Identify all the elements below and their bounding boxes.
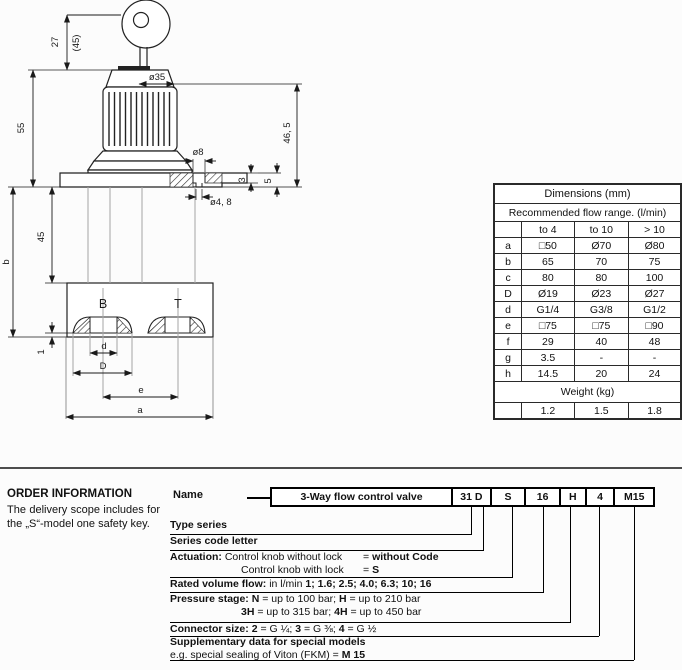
dim-label-D: D bbox=[99, 361, 107, 372]
row-label: a bbox=[494, 238, 522, 254]
spec-text: Control knob without lock bbox=[224, 551, 343, 563]
dim-label-b: b bbox=[1, 259, 12, 265]
table-cell: - bbox=[629, 350, 681, 366]
row-label: c bbox=[494, 270, 522, 286]
port-label-b: B bbox=[98, 297, 108, 311]
column-header: to 10 bbox=[574, 222, 628, 238]
section-hatch bbox=[205, 173, 222, 183]
leader-line-connector bbox=[599, 507, 600, 636]
spec-connector-size: Connector size: 2 = G ¼; 3 = G ⅜; 4 = G ½ bbox=[170, 623, 599, 637]
table-row bbox=[494, 350, 681, 366]
table-title: Dimensions (mm) bbox=[494, 184, 681, 204]
table-cell: Ø70 bbox=[574, 238, 628, 254]
table-cell: 29 bbox=[522, 334, 574, 350]
spec-label: Rated volume flow: bbox=[170, 578, 267, 590]
dim-label-3: 3 bbox=[237, 177, 248, 183]
dim-label-dia8: ø8 bbox=[192, 147, 204, 158]
spec-label: Type series bbox=[170, 519, 228, 531]
table-cell: Ø80 bbox=[629, 238, 681, 254]
spec-label: Actuation: bbox=[170, 551, 222, 563]
section-hatch bbox=[170, 173, 193, 187]
spec-pressure-stage: Pressure stage: N = up to 100 bar; H = up to 210 bar 3H = up to 315 bar; 4H = up to 450 bar bbox=[170, 593, 570, 623]
row-label: b bbox=[494, 254, 522, 270]
name-connector-line bbox=[247, 497, 270, 499]
dim-label-27: 27 bbox=[50, 36, 61, 48]
table-row bbox=[494, 254, 681, 270]
spec-text: e.g. special sealing of Viton (FKM) = bbox=[170, 649, 339, 661]
code-box-actuation: S bbox=[492, 489, 527, 505]
weight-label: Weight (kg) bbox=[494, 382, 681, 403]
spec-label: Connector size: bbox=[170, 623, 249, 635]
name-label: Name bbox=[173, 489, 203, 501]
table-cell: 20 bbox=[574, 366, 628, 382]
table-cell: Ø23 bbox=[574, 286, 628, 302]
table-cell: G1/4 bbox=[522, 302, 574, 318]
table-cell: 70 bbox=[574, 254, 628, 270]
table-cell: 75 bbox=[629, 254, 681, 270]
code-box-supplementary: M15 bbox=[623, 491, 645, 503]
table-row bbox=[494, 334, 681, 350]
table-cell: □75 bbox=[574, 318, 628, 334]
table-cell: G3/8 bbox=[574, 302, 628, 318]
leader-line-type-series bbox=[471, 507, 472, 535]
spec-value: M 15 bbox=[341, 649, 366, 661]
dim-label-dia35: ø35 bbox=[148, 72, 166, 83]
table-cell: 24 bbox=[629, 366, 681, 382]
dim-label-d: d bbox=[101, 341, 107, 352]
spec-value: = without Code bbox=[363, 551, 439, 563]
dim-label-a: a bbox=[137, 405, 143, 416]
table-cell: 100 bbox=[629, 270, 681, 286]
table-row bbox=[494, 270, 681, 286]
table-row bbox=[494, 238, 681, 254]
table-cell: 80 bbox=[522, 270, 574, 286]
safety-key-symbol bbox=[118, 0, 170, 71]
spec-value: 1; 1.6; 2.5; 4.0; 6.3; 10; 16 bbox=[305, 578, 432, 590]
leader-line-pressure bbox=[570, 507, 571, 623]
code-box-connector: 4 bbox=[587, 489, 616, 505]
leader-line-supplementary bbox=[634, 507, 635, 660]
empty-cell bbox=[494, 403, 522, 420]
leader-line-actuation bbox=[512, 507, 513, 578]
code-box-flow: 16 bbox=[526, 489, 561, 505]
table-cell: G1/2 bbox=[629, 302, 681, 318]
spec-series-code-letter bbox=[170, 535, 483, 551]
dim-label-55: 55 bbox=[16, 122, 27, 134]
mounting-flange bbox=[60, 173, 247, 187]
column-header-row bbox=[494, 222, 681, 238]
table-cell: 80 bbox=[574, 270, 628, 286]
control-knob bbox=[28, 70, 192, 173]
dim-label-45: 45 bbox=[36, 231, 47, 243]
dim-label-46-5: 46, 5 bbox=[282, 122, 293, 144]
spec-supplementary bbox=[170, 636, 634, 661]
spec-label: Series code letter bbox=[170, 535, 258, 547]
row-label: e bbox=[494, 318, 522, 334]
table-cell: 48 bbox=[629, 334, 681, 350]
table-subtitle: Recommended flow range. (l/min) bbox=[494, 204, 681, 222]
spec-value: = S bbox=[363, 564, 380, 576]
spec-text: in l/min bbox=[269, 578, 303, 590]
table-cell: □50 bbox=[522, 238, 574, 254]
spec-rated-volume-flow bbox=[170, 578, 543, 593]
table-cell: □75 bbox=[522, 318, 574, 334]
column-header: > 10 bbox=[629, 222, 681, 238]
column-header: to 4 bbox=[522, 222, 574, 238]
weight-value: 1.8 bbox=[629, 403, 681, 420]
dim-label-5: 5 bbox=[263, 178, 274, 184]
table-cell: - bbox=[574, 350, 628, 366]
port-t bbox=[148, 317, 205, 333]
table-cell: □90 bbox=[629, 318, 681, 334]
table-cell: 3.5 bbox=[522, 350, 574, 366]
code-box-name: 3-Way flow control valve bbox=[272, 489, 453, 505]
table-row bbox=[494, 286, 681, 302]
spec-label: Pressure stage: bbox=[170, 593, 249, 605]
row-label: g bbox=[494, 350, 522, 366]
spec-actuation bbox=[170, 551, 512, 578]
weight-value: 1.5 bbox=[574, 403, 628, 420]
type-code-boxes bbox=[270, 487, 655, 507]
order-information-section bbox=[0, 470, 682, 670]
section-divider bbox=[0, 467, 682, 469]
table-row bbox=[494, 318, 681, 334]
dim-label-dia4-8: ø4, 8 bbox=[210, 197, 232, 208]
leader-line-flow bbox=[543, 507, 544, 593]
port-label-t: T bbox=[174, 297, 182, 311]
valve-drawing bbox=[0, 0, 340, 440]
spec-label: Supplementary data for special models bbox=[170, 636, 366, 648]
table-row bbox=[494, 302, 681, 318]
order-note: The delivery scope includes for the „S“-model one safety key. bbox=[7, 504, 160, 530]
code-box-pressure: H bbox=[561, 489, 587, 505]
dim-label-e: e bbox=[138, 385, 144, 396]
code-box-series: 31 D bbox=[453, 489, 492, 505]
table-row bbox=[494, 366, 681, 382]
weight-value: 1.2 bbox=[522, 403, 574, 420]
table-cell: Ø19 bbox=[522, 286, 574, 302]
row-label: D bbox=[494, 286, 522, 302]
dim-label-1: 1 bbox=[36, 349, 47, 355]
spec-type-series bbox=[170, 519, 471, 535]
empty-cell bbox=[494, 222, 522, 238]
row-label: d bbox=[494, 302, 522, 318]
order-heading: ORDER INFORMATION bbox=[7, 488, 133, 500]
table-cell: 14.5 bbox=[522, 366, 574, 382]
spec-text: Control knob with lock bbox=[241, 564, 344, 576]
row-label: h bbox=[494, 366, 522, 382]
table-cell: 65 bbox=[522, 254, 574, 270]
table-cell: Ø27 bbox=[629, 286, 681, 302]
dim-label-45-paren: (45) bbox=[71, 34, 82, 52]
weight-row bbox=[494, 403, 681, 420]
row-label: f bbox=[494, 334, 522, 350]
leader-line-series-code bbox=[483, 507, 484, 551]
table-cell: 40 bbox=[574, 334, 628, 350]
dimensions-table bbox=[493, 183, 682, 420]
